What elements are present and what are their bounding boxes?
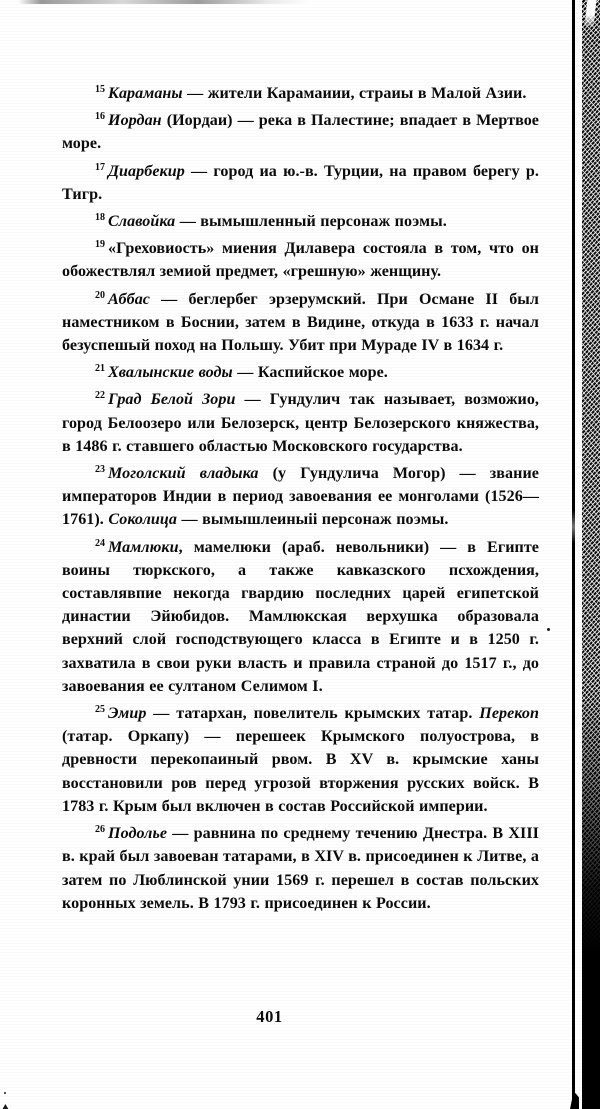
endnote-marker: 25 bbox=[95, 704, 105, 716]
endnote-term-secondary: Соколица bbox=[108, 511, 178, 529]
endnote-term: Мамлюки bbox=[108, 538, 179, 556]
endnote-term: Моголский владыка bbox=[108, 465, 259, 483]
endnote-body: — город иа ю.-в. Турции, на правом берегу р. Тигр. bbox=[62, 162, 539, 203]
endnote-marker: 24 bbox=[95, 537, 105, 549]
top-edge-smudge-artifact bbox=[18, 0, 308, 4]
endnote-body: — беглербег эрзерумский. При Османе II был наместником в Боснии, затем в Видине, откуда в 1633 г. начал безуспешый поход на Польшу. Убит при Мураде IV в 1634 г. bbox=[62, 290, 539, 355]
endnote-24 bbox=[62, 532, 539, 698]
endnote-body: — татархан, повелитель крымских татар. bbox=[146, 705, 480, 723]
endnote-term-secondary: Перекоп bbox=[479, 705, 539, 723]
endnote-22 bbox=[62, 384, 539, 458]
endnote-25 bbox=[62, 698, 539, 818]
endnote-marker: 19 bbox=[95, 239, 105, 251]
endnote-term: Славойка bbox=[108, 213, 176, 231]
endnote-term: Подолье bbox=[108, 825, 168, 843]
endnote-body-secondary: — вымышлеиныіі персонаж поэмы. bbox=[177, 511, 449, 529]
scanner-gutter-band-shadow bbox=[582, 0, 600, 1109]
endnote-term: Диарбекир bbox=[108, 162, 185, 180]
endnote-marker: 21 bbox=[95, 363, 105, 375]
endnote-19 bbox=[62, 233, 539, 283]
endnote-16 bbox=[62, 105, 539, 155]
endnote-body: — равнина по среднему течению Днестра. В XIII в. край был завоеван татарами, в XIV в. присоединен к Литве, а затем по Люблинской унии 1569 г. перешел в состав польских коронных земель. В 1793 г. присоединен к России. bbox=[62, 825, 539, 912]
endnote-17 bbox=[62, 156, 539, 206]
endnote-term: Хвалынские воды bbox=[108, 364, 233, 382]
endnote-term: Эмир bbox=[108, 705, 147, 723]
endnote-body: (у Гундулича Могор) — звание императоров Индии в период завоевания ее монголами (1526—1761). bbox=[62, 465, 539, 529]
endnote-body: (Иордаи) — река в Палестине; впадает в Мертвое море. bbox=[62, 112, 539, 153]
endnote-marker: 23 bbox=[95, 464, 105, 476]
endnote-marker: 20 bbox=[95, 289, 105, 301]
endnote-23 bbox=[62, 458, 539, 532]
endnote-marker: 22 bbox=[95, 390, 105, 402]
endnote-term: Град Белой Зори bbox=[108, 391, 236, 409]
endnote-term: Караманы bbox=[108, 85, 183, 102]
page-edge-gap bbox=[575, 0, 582, 1109]
endnote-term: Аббас bbox=[108, 290, 150, 308]
endnote-body-secondary: (татар. Оркапу) — перешеек Крымского полуострова, в древности перекопаиный рвом. В XV в. крымские ханы восстановили ров перед угрозой вторжения русских войск. В 1783 г. Крым был включен в состав Российской империи. bbox=[62, 728, 539, 815]
ink-speck-artifact bbox=[4, 1092, 6, 1094]
endnote-body: «Греховиость» миения Дилавера состояла в том, что он обожествлял земиой предмет, «грешную» женщину. bbox=[62, 240, 539, 281]
endnote-body: — вымышленный персонаж поэмы. bbox=[175, 213, 447, 231]
endnote-body: — Гундулич так называет, возможио, город Белоозеро или Белозерск, центр Белозерского княжества, в 1486 г. ставшего областью Московского государства. bbox=[62, 391, 539, 455]
endnote-20 bbox=[62, 284, 539, 358]
endnote-body: — жители Карамаиии, страиы в Малой Азии. bbox=[182, 85, 527, 102]
endnote-26 bbox=[62, 818, 539, 915]
page-number: 401 bbox=[256, 1007, 283, 1026]
ink-speck-artifact bbox=[2, 1104, 9, 1109]
endnote-marker: 18 bbox=[95, 212, 105, 224]
endnote-marker: 17 bbox=[95, 161, 105, 173]
endnotes-text-block bbox=[62, 78, 539, 915]
endnote-15 bbox=[62, 78, 539, 105]
endnote-body: — Каспийское море. bbox=[232, 364, 388, 382]
ink-speck-artifact bbox=[547, 628, 550, 631]
endnote-18 bbox=[62, 206, 539, 233]
endnote-body: , мамелюки (араб. невольники) — в Египте воины тюркского, а также кавказского псхождения, составлявпие некогда гвардию последних царей египетской династии Эйюбидов. Мамлюкская верхушка образовала верхний слой господствующего класса в Египте и в 1250 г. захватила в свои руки власть и правила страной до 1517 г., до завоевания ее султаном Селимом I. bbox=[62, 538, 539, 695]
endnote-21 bbox=[62, 357, 539, 384]
endnote-term: Иордан bbox=[108, 112, 162, 130]
endnote-marker: 26 bbox=[95, 824, 105, 836]
endnote-marker: 15 bbox=[95, 84, 105, 95]
endnote-marker: 16 bbox=[95, 111, 105, 123]
